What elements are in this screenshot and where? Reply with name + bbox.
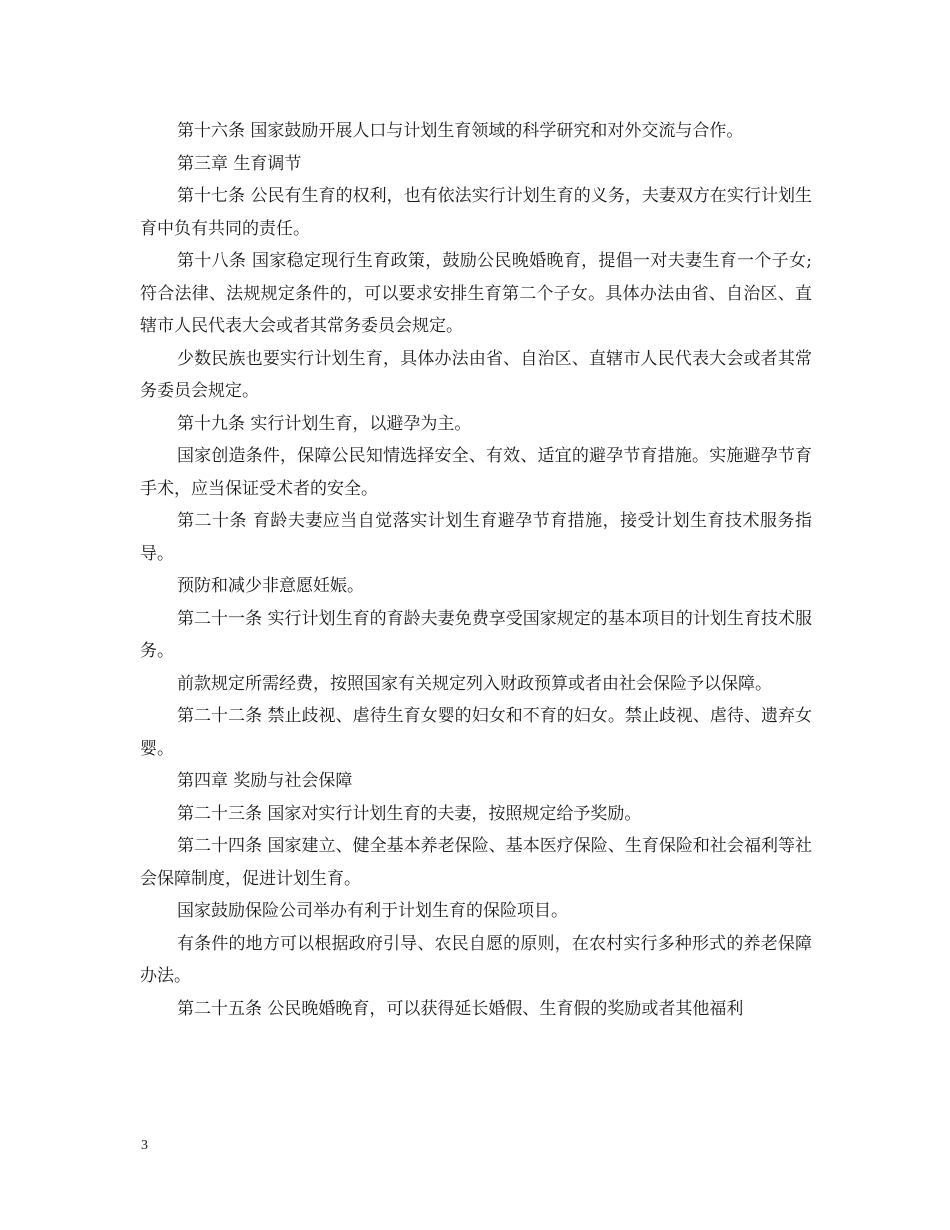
paragraph-rural-pension: 有条件的地方可以根据政府引导、农民自愿的原则，在农村实行多种形式的养老保障办法。 bbox=[140, 933, 812, 986]
paragraph-contraception-safety: 国家创造条件，保障公民知情选择安全、有效、适宜的避孕节育措施。实施避孕节育手术，应当保证受术者的安全。 bbox=[140, 446, 812, 499]
paragraph-article-22: 第二十二条 禁止歧视、虐待生育女婴的妇女和不育的妇女。禁止歧视、虐待、遗弃女婴。 bbox=[140, 706, 812, 759]
paragraph-article-19: 第十九条 实行计划生育，以避孕为主。 bbox=[177, 413, 472, 434]
paragraph-article-21: 第二十一条 实行计划生育的育龄夫妻免费享受国家规定的基本项目的计划生育技术服务。 bbox=[140, 608, 812, 661]
paragraph-article-24: 第二十四条 国家建立、健全基本养老保险、基本医疗保险、生育保险和社会福利等社会保障制度，促进计划生育。 bbox=[140, 836, 812, 889]
chapter-heading-3: 第三章 生育调节 bbox=[177, 153, 302, 174]
paragraph-article-18: 第十八条 国家稳定现行生育政策，鼓励公民晚婚晚育，提倡一对夫妻生育一个子女;符合法律、法规规定条件的，可以要求安排生育第二个子女。具体办法由省、自治区、直辖市人民代表大会或者其常务委员会规定。 bbox=[140, 251, 812, 336]
chapter-heading-4: 第四章 奖励与社会保障 bbox=[177, 771, 353, 791]
paragraph-article-17: 第十七条 公民有生育的权利，也有依法实行计划生育的义务，夫妻双方在实行计划生育中负有共同的责任。 bbox=[140, 186, 812, 239]
document-body bbox=[140, 115, 812, 1025]
page-number: 3 bbox=[141, 1138, 148, 1153]
paragraph-insurance-projects: 国家鼓励保险公司举办有利于计划生育的保险项目。 bbox=[177, 901, 568, 921]
paragraph-funding: 前款规定所需经费，按照国家有关规定列入财政预算或者由社会保险予以保障。 bbox=[177, 673, 772, 694]
paragraph-article-20: 第二十条 育龄夫妻应当自觉落实计划生育避孕节育措施，接受计划生育技术服务指导。 bbox=[140, 511, 812, 564]
paragraph-ethnic-minorities: 少数民族也要实行计划生育，具体办法由省、自治区、直辖市人民代表大会或者其常务委员会规定。 bbox=[140, 348, 812, 401]
paragraph-article-25: 第二十五条 公民晚婚晚育，可以获得延长婚假、生育假的奖励或者其他福利 bbox=[177, 998, 744, 1019]
paragraph-prevent-unwanted-pregnancy: 预防和减少非意愿妊娠。 bbox=[177, 576, 364, 596]
paragraph-article-16: 第十六条 国家鼓励开展人口与计划生育领域的科学研究和对外交流与合作。 bbox=[177, 121, 744, 141]
paragraph-article-23: 第二十三条 国家对实行计划生育的夫妻，按照规定给予奖励。 bbox=[177, 803, 642, 824]
